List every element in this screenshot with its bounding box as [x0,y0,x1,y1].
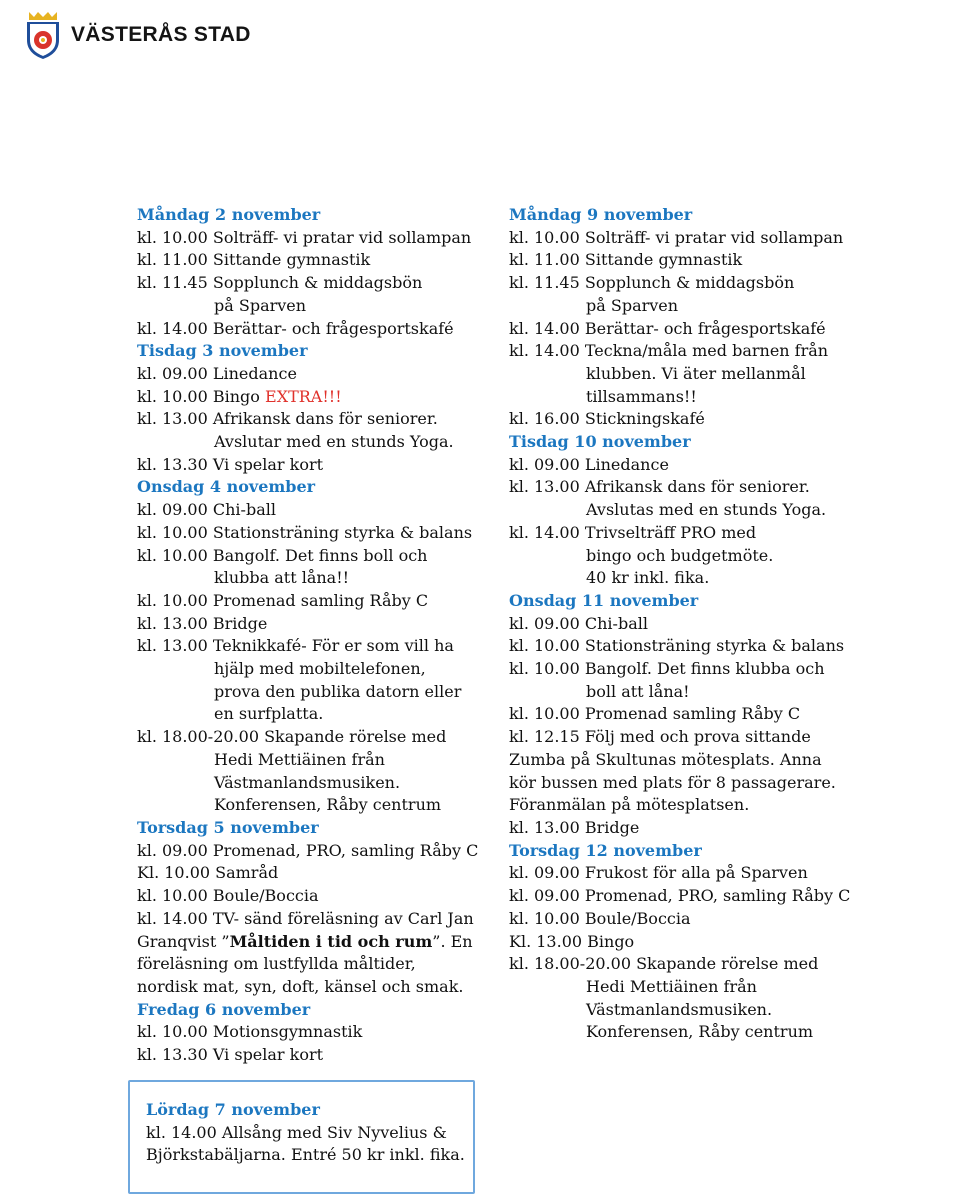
event-line: kl. 11.45 Sopplunch & middagsbön [137,273,423,293]
event-line: Västmanlandsmusiken. [586,999,773,1019]
event-line: kl. 10.00 Bangolf. Det finns klubba och [509,659,825,679]
event-line: kl. 10.00 Motionsgymnastik [137,1022,363,1042]
event-line: kl. 14.00 Teckna/måla med barnen från [509,341,829,361]
event-text: ”. En [432,931,473,951]
event-line: hjälp med mobiltelefonen, [214,659,426,679]
event-text: kl. 10.00 Bingo [137,386,266,406]
event-line: kl. 09.00 Chi-ball [137,500,276,520]
event-line: kör bussen med plats för 8 passagerare. [509,772,836,792]
event-line: kl. 18.00-20.00 Skapande rörelse med [137,727,447,747]
event-line: tillsammans!! [586,386,697,406]
event-line: kl. 10.00 Boule/Boccia [509,908,691,928]
event-line: Avslutar med en stunds Yoga. [214,432,454,452]
event-line [137,931,482,954]
event-line: kl. 10.00 Stationsträning styrka & balans [137,522,473,542]
event-line: kl. 09.00 Chi-ball [509,613,648,633]
event-line: Konferensen, Råby centrum [214,795,442,815]
event-line: kl. 13.00 Afrikansk dans för seniorer. [137,409,438,429]
event-line: kl. 13.00 Bridge [509,817,640,837]
day-heading: Tisdag 10 november [509,432,691,452]
day-heading: Måndag 9 november [509,205,693,224]
event-line: kl. 10.00 Boule/Boccia [137,886,319,906]
day-heading: Torsdag 5 november [137,817,319,837]
vasteras-coat-of-arms-icon [24,10,62,60]
schedule-week-46-right [509,204,949,1044]
org-name: VÄSTERÅS STAD [71,23,251,46]
event-line: kl. 13.00 Afrikansk dans för seniorer. [509,477,810,497]
day-heading: Tisdag 3 november [137,341,308,361]
event-line: kl. 10.00 Bangolf. Det finns boll och [137,545,428,565]
event-line: Konferensen, Råby centrum [586,1022,814,1042]
event-line: kl. 14.00 TV- sänd föreläsning av Carl Jan [137,908,474,928]
event-line: kl. 10.00 Solträff- vi pratar vid sollampan [509,227,844,247]
event-line: kl. 14.00 Allsång med Siv Nyvelius & [146,1122,447,1142]
event-line: kl. 13.30 Vi spelar kort [137,454,324,474]
event-line: klubben. Vi äter mellanmål [586,363,806,383]
saturday-event-box [128,1080,475,1194]
event-line: bingo och budgetmöte. [586,545,774,565]
event-line: Kl. 10.00 Samråd [137,863,279,883]
event-line: prova den publika datorn eller [214,681,462,701]
event-line: Björkstabäljarna. Entré 50 kr inkl. fika. [146,1145,465,1165]
event-line: kl. 09.00 Frukost för alla på Sparven [509,863,808,883]
event-line: kl. 14.00 Berättar- och frågesportskafé [509,318,826,338]
event-line: kl. 16.00 Stickningskafé [509,409,705,429]
event-line: kl. 12.15 Följ med och prova sittande [509,727,811,747]
event-line: kl. 09.00 Linedance [137,363,297,383]
event-line: kl. 10.00 Solträff- vi pratar vid sollampan [137,227,472,247]
event-line: 40 kr inkl. fika. [586,568,710,588]
event-line: Hedi Mettiäinen från [214,749,385,769]
event-line: Västmanlandsmusiken. [214,772,401,792]
event-line: kl. 11.00 Sittande gymnastik [137,250,371,270]
header-logo [24,10,251,60]
day-heading: Lördag 7 november [146,1100,320,1119]
day-heading: Onsdag 11 november [509,590,699,610]
event-line: nordisk mat, syn, doft, känsel och smak. [137,976,464,996]
event-line: kl. 13.30 Vi spelar kort [137,1045,324,1065]
event-line: kl. 10.00 Promenad samling Råby C [137,590,429,610]
event-line: Avslutas med en stunds Yoga. [586,500,827,520]
event-line: kl. 09.00 Promenad, PRO, samling Råby C [137,840,479,860]
event-line: kl. 11.00 Sittande gymnastik [509,250,743,270]
event-line: kl. 14.00 Trivselträff PRO med [509,522,757,542]
event-line: kl. 09.00 Linedance [509,454,669,474]
day-heading: Torsdag 12 november [509,840,702,860]
event-line: kl. 10.00 Promenad samling Råby C [509,704,801,724]
day-heading: Onsdag 4 november [137,477,316,497]
event-line: Föranmälan på mötesplatsen. [509,795,750,815]
extra-highlight: EXTRA!!! [265,386,342,406]
event-line: boll att låna! [586,681,690,701]
event-line: Kl. 13.00 Bingo [509,931,635,951]
event-line: på Sparven [586,295,679,315]
event-line: kl. 09.00 Promenad, PRO, samling Råby C [509,886,851,906]
event-line: på Sparven [214,295,307,315]
event-line: klubba att låna!! [214,568,350,588]
event-line: Hedi Mettiäinen från [586,976,757,996]
event-line: kl. 11.45 Sopplunch & middagsbön [509,273,795,293]
event-line [137,386,482,409]
event-line: kl. 18.00-20.00 Skapande rörelse med [509,954,819,974]
schedule-week-45-left [137,204,482,1067]
event-line: kl. 13.00 Teknikkafé- För er som vill ha [137,636,454,656]
event-line: föreläsning om lustfyllda måltider, [137,954,416,974]
day-heading: Måndag 2 november [137,205,321,224]
event-line: kl. 10.00 Stationsträning styrka & balans [509,636,845,656]
event-line: en surfplatta. [214,704,324,724]
event-line: kl. 13.00 Bridge [137,613,268,633]
day-heading: Fredag 6 november [137,999,311,1019]
event-text: Granqvist ” [137,931,230,951]
event-line: kl. 14.00 Berättar- och frågesportskafé [137,318,454,338]
lecture-title: Måltiden i tid och rum [229,931,433,951]
event-line: Zumba på Skultunas mötesplats. Anna [509,749,822,769]
